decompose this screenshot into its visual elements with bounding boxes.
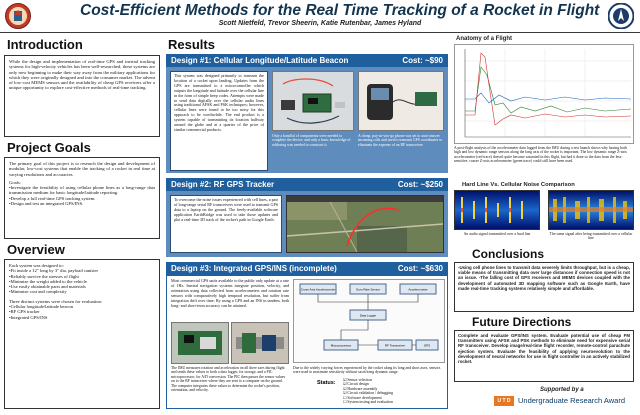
conclusions-heading: Conclusions (472, 247, 545, 261)
goals-list (9, 185, 155, 206)
utd-logo-text: U T D (497, 398, 511, 404)
poster-title: Cost-Efficient Methods for the Real Time Tracking of a Rocket in Flight (80, 2, 600, 19)
criteria-item: •Reliably survive the stresses of flight (9, 273, 79, 279)
project-goals-heading: Project Goals (7, 140, 91, 155)
status-item-pending (343, 400, 393, 404)
design2-panel (166, 191, 448, 257)
conclusions-text: -Using cell phone lines to transmit data severely limits throughput, but is a cheap, viable means of transmitting data over large distances if connection speed is not an issue. -The falling cost of GPS receivers and MEMS devices coupled with the development of automated 3D mapping software such as Google Earth, have made real-time tracking systems relatively simple and affordable. (458, 265, 630, 291)
conclusions-box (454, 262, 634, 312)
design1-textbox (170, 71, 268, 171)
status-item-label: System testing and evaluation (347, 400, 393, 405)
future-directions-text: Complete and evaluate GPS/INS system. Evaluate potential use of cheap FM transmitters using AFSK and PSK methods to eliminate need for expensive serial RF transceiver. Develop image/real-time flight recorder, remote-control parachute ejection system. Evaluate the feasibility of applying neuroevolution to the development of neural networks for use in flight controller in an actively stabilized rocket. (458, 333, 630, 365)
design3-header (166, 262, 448, 275)
anatomy-caption: A post-flight analysis of the accelerometer data logged from the IMU during a test launch shows why having both high and low dynamic range sensors along the long axis of the rocket is important. The low dynamic range Z-axis accelerometer (red trace) doesn't quite become saturated in this flight, but had it done so the data from the less-sensitive, coarse Z-axis accelerometer (green trace) could still have been used. (454, 146, 627, 164)
overview-intro-systems: Three distinct systems were chosen for evaluation: (9, 298, 103, 304)
design1-panel (166, 67, 448, 173)
checkbox-empty-icon: ☐ (343, 400, 347, 405)
status-item-label: Circuit design (347, 382, 369, 387)
design1-title: Design #1: Cellular Longitude/Latitude Beacon (171, 56, 349, 65)
design2-textbox (170, 195, 282, 253)
overview-intro: Each system was designed to: (9, 263, 64, 268)
design1-header (166, 54, 448, 67)
noise-title: Hard Line Vs. Cellular Noise Comparison (462, 182, 575, 188)
right-society-seal (608, 3, 634, 29)
overview-box (4, 259, 160, 409)
google-earth-track-image (286, 195, 444, 253)
overview-systems-list (9, 304, 155, 320)
results-heading: Results (168, 37, 215, 52)
checkbox-checked-icon: ☑ (343, 382, 347, 387)
status-item-label: Software development (347, 395, 382, 400)
hardline-caption: An audio signal transmitted over a hard line (463, 232, 531, 236)
system-item: •Cellular longitude/latitude beacon (9, 304, 74, 310)
block-rf-transceiver: RF Transceiver (384, 343, 406, 348)
anatomy-title: Anatomy of a Flight (456, 36, 512, 42)
design3-cost: Cost: ~$630 (397, 264, 443, 273)
design2-cost: Cost: ~$250 (397, 180, 443, 189)
status-item-label: Hardware assembly (347, 386, 378, 391)
imu-hardware-photo (171, 322, 229, 364)
beacon-phone-photo (358, 71, 444, 131)
goal-item: •Investigate the feasibility of using cellular phone lines as a long-range data transmission medium for basic longitude/latitude reporting. (9, 185, 155, 196)
award-text: Undergraduate Research Award (518, 396, 626, 405)
block-gps: GPS (423, 343, 431, 348)
design3-panel (166, 275, 448, 409)
introduction-text: While the design and implementation of real-time GPS and inertial tracking systems for high-velocity vehicles has been well-researched, these systems are only now beginning to make their way away from the military applications for which they were originally designed and into the consumer market. The advent of low-cost MEMS sensors and the availability of cheap GPS receivers offer a unique opportunity to explore cost-effective methods of real-time tracking. (9, 59, 155, 91)
future-directions-heading: Future Directions (472, 315, 572, 329)
design1-caption-phone: A cheap, pay-as-you-go phone was set to auto-answer incoming calls and used to transmit GPS coordinates to eliminate the expense of an RF transceiver. (358, 134, 443, 147)
goal-item: •Design and test an integrated GPS/INS. (9, 201, 84, 207)
design2-text: To overcome the noise issues experienced with cell lines, a pair of long-range serial RF transceivers were used to transmit GPS data to a laptop on the ground. The freely-available software application EarthBridge was used to take those updates and plot a real-time 3D track of the rocket's path in Google Earth. (174, 197, 278, 222)
criteria-item: •Minimize cost and complexity (9, 289, 67, 295)
overview-heading: Overview (7, 242, 65, 257)
project-goals-text: The primary goal of this project is to research the design and development of modular, low-cost systems that enable the tracking of a rocket in real time at varying resolutions and accuracies. (9, 161, 155, 177)
block-accelerometer: Accelerometer (408, 287, 428, 292)
design1-cost: Cost: ~$90 (402, 56, 443, 65)
system-item: •Integrated GPS/INS (9, 314, 48, 320)
cellular-spectrogram (548, 190, 634, 230)
checkbox-checked-icon: ☑ (343, 391, 347, 396)
future-directions-box (454, 330, 634, 382)
left-university-seal (5, 3, 31, 29)
poster-authors: Scott Nietfeld, Trevor Sheerin, Katie Rutenbar, James Hyland (218, 20, 422, 27)
status-item-label: Sensor selection (347, 378, 373, 382)
status-item-label: Circuit validation / debugging (347, 391, 394, 396)
goal-item: •Develop a full real-time GPS tracking system. (9, 195, 96, 201)
design3-title: Design #3: Integrated GPS/INS (incomplete) (171, 264, 337, 273)
block-microprocessor: Microprocessor (330, 343, 352, 348)
design2-title: Design #2: RF GPS Tracker (171, 180, 275, 189)
criteria-item: •Minimize the weight added to the vehicle (9, 278, 87, 284)
cellular-caption: The same signal after being transmitted over a cellular line (549, 232, 633, 241)
design1-caption-components: Only a handful of components were needed to complete the device, and only a basic knowledge of soldering was needed to construct it. (272, 134, 351, 147)
system-item: •RF GPS tracker (9, 309, 40, 315)
anatomy-flight-plot (454, 44, 634, 144)
overview-criteria-list (9, 268, 155, 294)
design3-text: Most commercial GPS units available to the public only update at a rate of 1Hz. Inertial navigation systems integrate position, velocity, and orientation using data collected from accelerometers and rotation rate sensors with comparatively high temporal resolution, but suffer from integration drift over time. By using a GPS and an INS in tandem, both long- and short-term accuracy can be attained. (171, 278, 289, 308)
header-divider (0, 32, 640, 33)
block-gyro-rate-sensor: Gyro Rate Sensor (355, 287, 381, 292)
block-data-logger: Data Logger (359, 313, 377, 318)
utd-logo (494, 396, 514, 406)
system-block-diagram (293, 279, 445, 363)
beacon-components-photo (272, 71, 354, 131)
design3-caption-sensors: Due to the widely varying forces experienced by the rocket along its long and short axes, sensors were used to maximize sensitivity without sacrificing dynamic range. (293, 366, 441, 375)
design1-text: This system was designed primarily to transmit the location of a rocket upon landing. Updates from the GPS are transmitted to a microcontroller which outputs the longitude and latitude over the cellular line in the form of simple beep codes. Attempts were made to send data digitally over the cellular audio lines using traditional AFSK and PSK techniques; however, cellular lines were found to be too noisy for this approach to be worthwhile. The end product is a system capable of transmitting its location halfway around the globe and at a quarter of the price of similar commercial products. (174, 73, 264, 132)
criteria-item: •Fit inside a 12" long by 3" dia. payload canister (9, 268, 99, 274)
criteria-item: •Use easily obtainable parts and materials (9, 284, 86, 290)
payload-assembly-photo (231, 322, 289, 364)
introduction-box (4, 55, 160, 137)
checkbox-checked-icon: ☑ (343, 386, 347, 391)
project-goals-box (4, 157, 160, 239)
checkbox-checked-icon: ☑ (343, 378, 347, 382)
goals-label: Goals: (9, 179, 21, 185)
design3-caption-imu: The IMU measures rotation and acceleration on all three axes during flight and sends these values to both a data logger, for storage, and a PIC microprocessor, for A/D conversion. The PIC then passes the sensor values on to the RF transceiver where they are sent to a computer on the ground. The computer integrates these values to determine the rocket's position, orientation, and velocity. (171, 366, 286, 393)
supported-by-text: Supported by a (540, 387, 584, 393)
checkbox-empty-icon: ☐ (343, 395, 347, 400)
design2-header (166, 178, 448, 191)
hardline-spectrogram (454, 190, 540, 230)
introduction-heading: Introduction (7, 37, 83, 52)
status-label: Status: (317, 380, 336, 386)
block-cross-axis-accelerometer: Cross-Axis Accelerometer (300, 287, 336, 292)
status-items (343, 378, 393, 404)
